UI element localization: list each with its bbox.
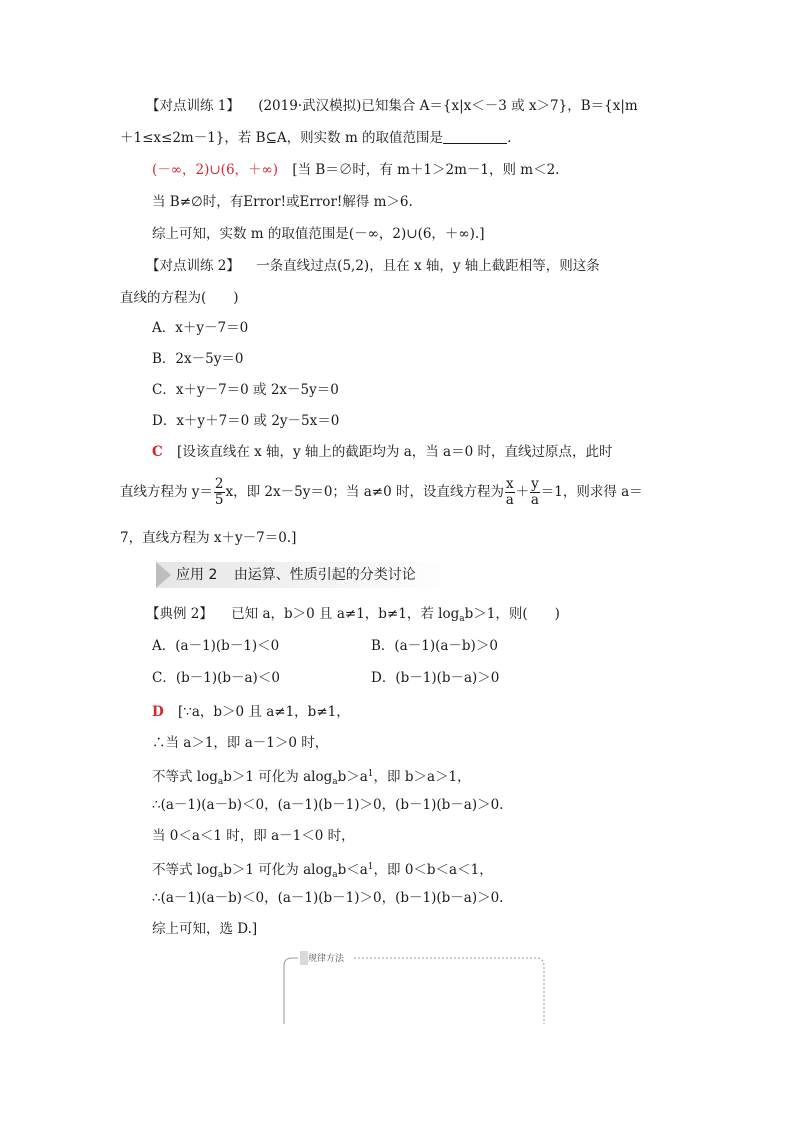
frac-den: 5 [214,492,224,508]
section-title: 由运算、性质引起的分类讨论 [233,567,416,583]
drill2-option-a: A．x＋y－7＝0 [152,320,249,336]
drill2-solution-2 [120,475,643,509]
sol3-post: b＞a [337,769,368,785]
example2-solution-8: 综上可知，选 D.] [152,921,258,937]
drill2-sol2a: 直线方程为 y＝ [120,484,213,500]
drill2-option-c: C．x＋y－7＝0 或 2x－5y＝0 [152,382,339,398]
sol6-post: b＜a [337,862,368,878]
frac-num: x [505,476,514,492]
drill2-sol2c: ＝1，则求得 a＝ [540,484,643,500]
drill2-option-b: B．2x－5y＝0 [152,351,244,367]
log-base: a [217,777,224,787]
example2-option-b: B．(a－1)(a－b)＞0 [371,638,498,654]
drill1-stem-end: . [507,130,512,146]
frac-den: a [530,492,539,508]
sol6-pre: 不等式 log [152,862,218,878]
example2-stem [146,604,560,629]
drill2-sol1: [设该直线在 x 轴，y 轴上的截距均为 a，当 a＝0 时，直线过原点，此时 [177,444,613,460]
example2-solution-1 [152,702,350,722]
exponent: 1 [367,862,374,872]
drill2-line1 [146,256,600,276]
example2-sol1: [∵a，b＞0 且 a≠1，b≠1， [178,704,350,720]
fraction-2-5 [214,477,225,508]
example2-solution-6 [152,857,493,885]
example2-option-d: D．(b－1)(b－a)＞0 [371,670,500,686]
method-box-label: 规律方法 [308,954,345,964]
drill2-tag: 【对点训练 2】 [146,258,240,274]
drill1-solution-3: 综上可知，实数 m 的取值范围是(－∞，2)∪(6，＋∞).] [152,226,485,242]
drill2-option-d: D．x＋y＋7＝0 或 2y－5x＝0 [152,413,340,429]
example2-solution-4: ∴(a－1)(a－b)＜0，(a－1)(b－1)＞0，(b－1)(b－a)＞0. [152,797,504,813]
drill2-stem-1: 一条直线过点(5,2)，且在 x 轴，y 轴上截距相等，则这条 [256,258,600,274]
exponent: 1 [367,769,374,779]
drill2-stem-2: 直线的方程为( ) [120,290,239,306]
sol6-mid: b＞1 可化为 alog [223,862,333,878]
drill1-solution-2: 当 B≠∅时，有Error!或Error!解得 m＞6. [152,194,413,210]
example2-solution-5: 当 0＜a＜1 时，即 a－1＜0 时， [152,828,355,844]
frac-den: a [505,492,514,508]
example2-solution-7: ∴(a－1)(a－b)＜0，(a－1)(b－1)＞0，(b－1)(b－a)＞0. [152,890,504,906]
answer-blank [443,129,507,144]
log-base: a [332,777,338,787]
frac-num: 2 [214,476,224,492]
drill1-sol1: [当 B＝∅时，有 m＋1＞2m－1，则 m＜2. [292,162,560,178]
drill2-solution-1 [152,442,613,462]
example2-answer: D [152,704,164,720]
sol3-pre: 不等式 log [152,769,218,785]
section-label: 应用 2 [176,567,218,583]
drill2-solution-3: 7，直线方程为 x＋y－7＝0.] [120,530,297,546]
drill1-answer: (－∞，2)∪(6，＋∞) [152,162,279,178]
example2-stem-text: 已知 a，b＞0 且 a≠1，b≠1，若 log [231,606,460,622]
example2-option-c: C．(b－1)(b－a)＜0 [152,670,280,686]
log-base: a [217,870,224,880]
drill1-line1 [146,96,638,116]
frac-num: y [531,476,539,492]
sol6-end: ，即 0＜b＜a＜1， [373,862,493,878]
sol3-mid: b＞1 可化为 alog [223,769,333,785]
example2-stem-end: b＞1，则( ) [464,606,560,622]
section-arrow-icon [156,562,171,588]
fraction-x-a [505,477,515,508]
fraction-y-a [530,477,540,508]
example2-tag: 【典例 2】 [146,606,213,622]
log-base: a [459,614,465,624]
sol3-end: ，即 b＞a＞1， [373,769,471,785]
plus-sign: ＋ [515,484,530,500]
log-base: a [332,870,338,880]
example2-solution-3 [152,764,471,792]
drill1-stem-1: (2019·武汉模拟)已知集合 A＝{x|x＜－3 或 x＞7}，B＝{x|m [258,98,638,114]
example2-solution-2: ∴当 a＞1，即 a－1＞0 时， [152,735,329,751]
drill2-sol2b: x，即 2x－5y＝0；当 a≠0 时，设直线方程为 [225,484,504,500]
drill1-solution-1 [152,160,559,180]
drill1-line2 [120,128,511,148]
drill1-tag: 【对点训练 1】 [146,98,240,114]
section-header [176,565,416,585]
drill2-answer: C [152,444,163,460]
example2-option-a: A．(a－1)(b－1)＜0 [152,638,280,654]
drill1-stem-2: ＋1≤x≤2m－1}，若 B⊆A，则实数 m 的取值范围是 [120,130,444,146]
